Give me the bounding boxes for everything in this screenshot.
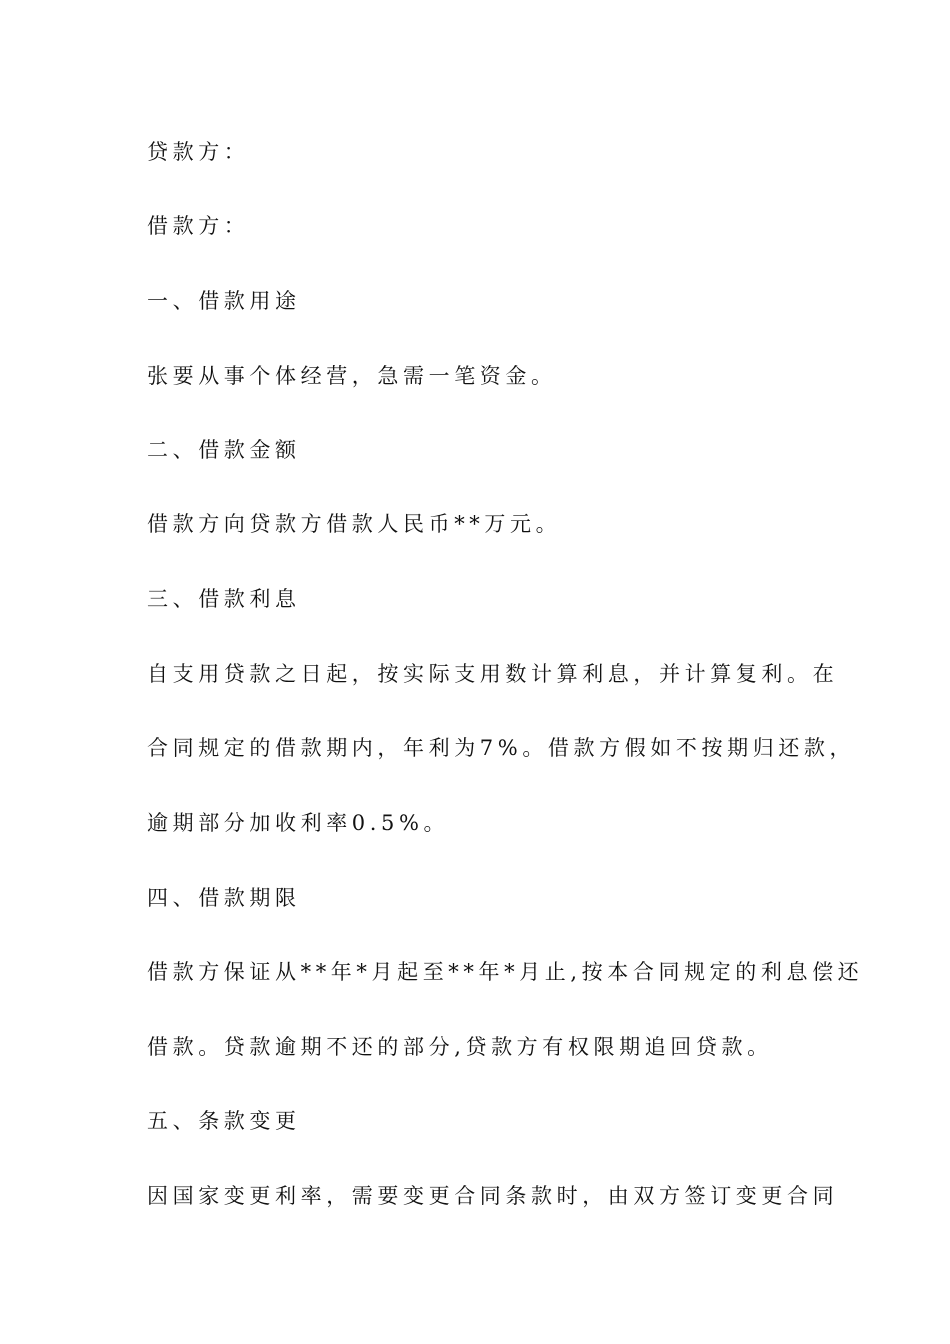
section-heading-purpose: 一、借款用途 bbox=[147, 289, 301, 313]
paragraph-line: 因国家变更利率，需要变更合同条款时，由双方签订变更合同 bbox=[147, 1184, 839, 1208]
section-heading-interest: 三、借款利息 bbox=[147, 587, 301, 611]
paragraph-line: 自支用贷款之日起，按实际支用数计算利息，并计算复利。在 bbox=[147, 662, 839, 686]
borrower-label: 借款方： bbox=[147, 214, 250, 238]
paragraph-line: 逾期部分加收利率0.5%。 bbox=[147, 811, 450, 835]
paragraph-line: 张要从事个体经营，急需一笔资金。 bbox=[147, 364, 557, 388]
paragraph-line: 借款。贷款逾期不还的部分,贷款方有权限期追回贷款。 bbox=[147, 1035, 773, 1059]
paragraph-line: 合同规定的借款期内，年利为7%。借款方假如不按期归还款， bbox=[147, 736, 856, 760]
paragraph-line: 借款方保证从**年*月起至**年*月止,按本合同规定的利息偿还 bbox=[147, 960, 864, 984]
section-heading-term: 四、借款期限 bbox=[147, 886, 301, 910]
lender-label: 贷款方： bbox=[147, 140, 250, 164]
section-heading-changes: 五、条款变更 bbox=[147, 1109, 301, 1133]
paragraph-line: 借款方向贷款方借款人民币**万元。 bbox=[147, 512, 562, 536]
section-heading-amount: 二、借款金额 bbox=[147, 438, 301, 462]
